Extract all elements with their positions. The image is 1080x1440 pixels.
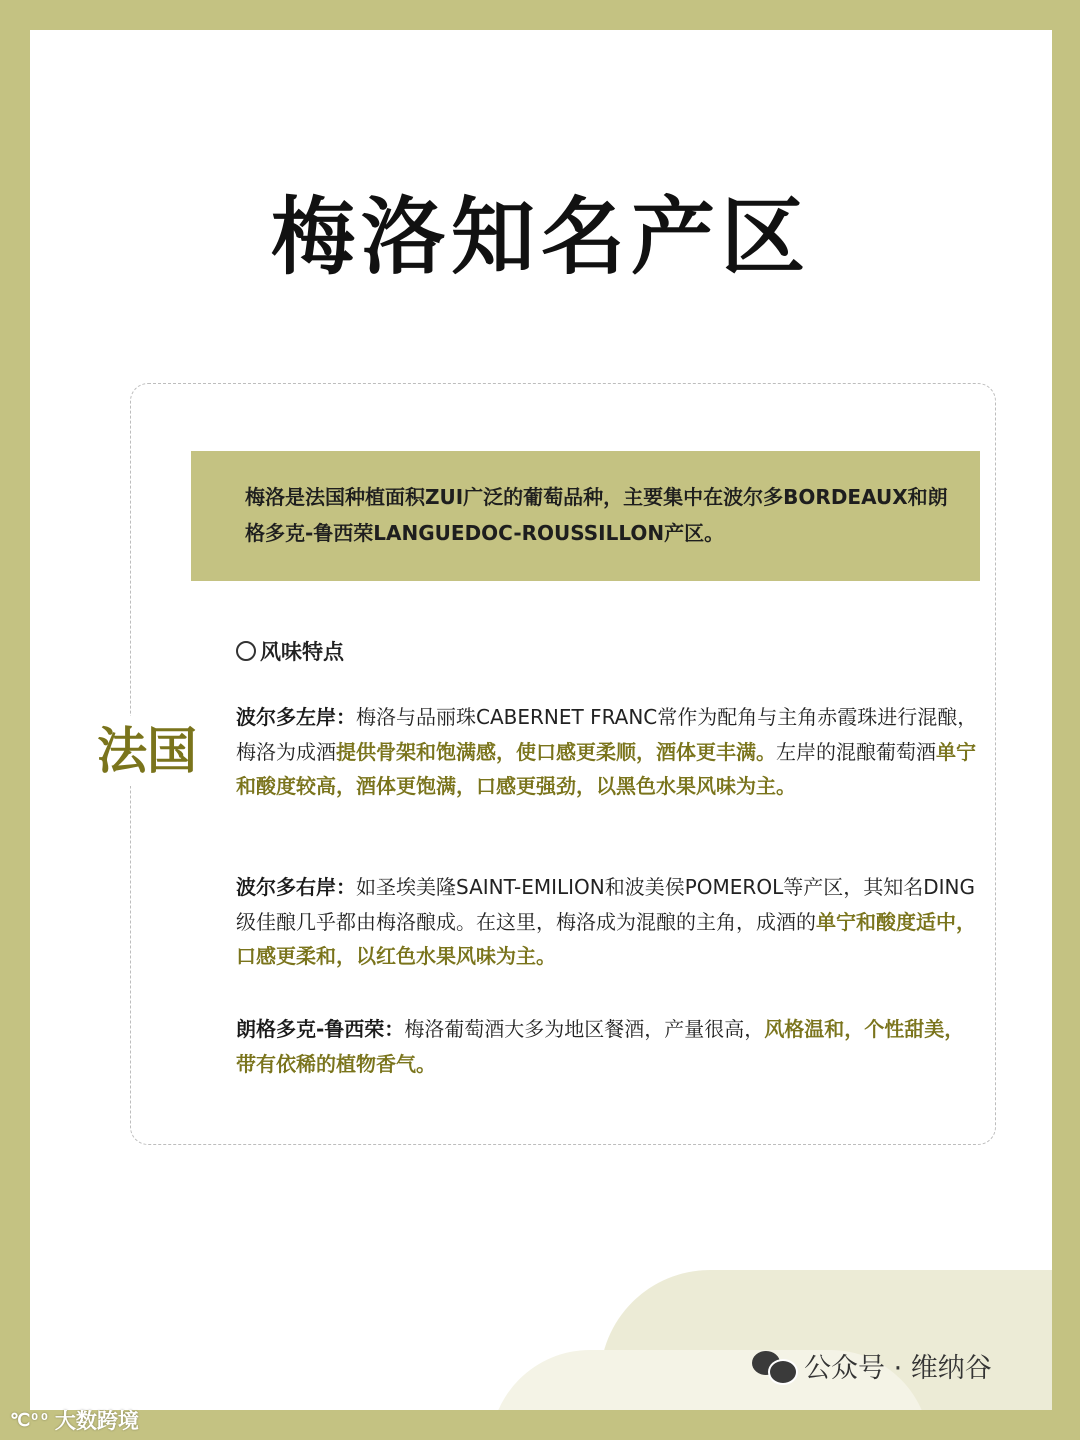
- section-heading-text: 风味特点: [260, 640, 344, 664]
- poster-page: [30, 30, 1052, 1410]
- highlight-text: 单宁和酸度适中，口感更柔和，以红色水果风味为主。: [236, 909, 976, 968]
- intro-banner: 梅洛是法国种植面积ZUI广泛的葡萄品种，主要集中在波尔多BORDEAUX和朗格多克-鲁西荣LANGUEDOC-ROUSSILLON产区。: [191, 451, 980, 581]
- region-label: 波尔多左岸：: [236, 705, 356, 729]
- footer-brand: [752, 1346, 992, 1385]
- wechat-icon: [752, 1349, 796, 1383]
- paragraph-text: 梅洛与品丽珠CABERNET FRANC常作为配角与主角赤霞珠进行混酿，梅洛为成酒: [236, 705, 978, 764]
- paragraph-text: 如圣埃美隆SAINT-EMILION和波美侯POMEROL等产区，其知名DING级佳酿几乎都由梅洛酿成。在这里，梅洛成为混酿的主角，成酒的: [236, 875, 975, 934]
- region-paragraph: [236, 1012, 984, 1081]
- highlight-text: 提供骨架和饱满感，使口感更柔顺，酒体更丰满。: [336, 739, 776, 764]
- footer-brand-text: 公众号 · 维纳谷: [804, 1353, 992, 1384]
- country-label: 法国: [86, 716, 208, 786]
- watermark: [10, 1405, 139, 1435]
- highlight-text: 单宁和酸度较高，酒体更饱满，口感更强劲，以黑色水果风味为主。: [236, 739, 976, 798]
- page-title: 梅洛知名产区: [270, 188, 811, 286]
- watermark-logo: ℃ᴼᴼ: [10, 1409, 49, 1431]
- paragraph-text: 梅洛葡萄酒大多为地区餐酒，产量很高，: [404, 1017, 765, 1041]
- region-paragraph: [236, 870, 984, 974]
- paragraph-text: 左岸的混酿葡萄酒: [776, 739, 936, 764]
- region-label: 波尔多右岸：: [236, 875, 356, 899]
- highlight-text: 风格温和，个性甜美，带有依稀的植物香气。: [236, 1017, 965, 1076]
- watermark-text: 大数跨境: [54, 1409, 139, 1433]
- circle-icon: [236, 641, 256, 661]
- region-paragraph: [236, 700, 984, 804]
- section-heading: [236, 637, 344, 667]
- region-label: 朗格多克-鲁西荣：: [236, 1017, 405, 1041]
